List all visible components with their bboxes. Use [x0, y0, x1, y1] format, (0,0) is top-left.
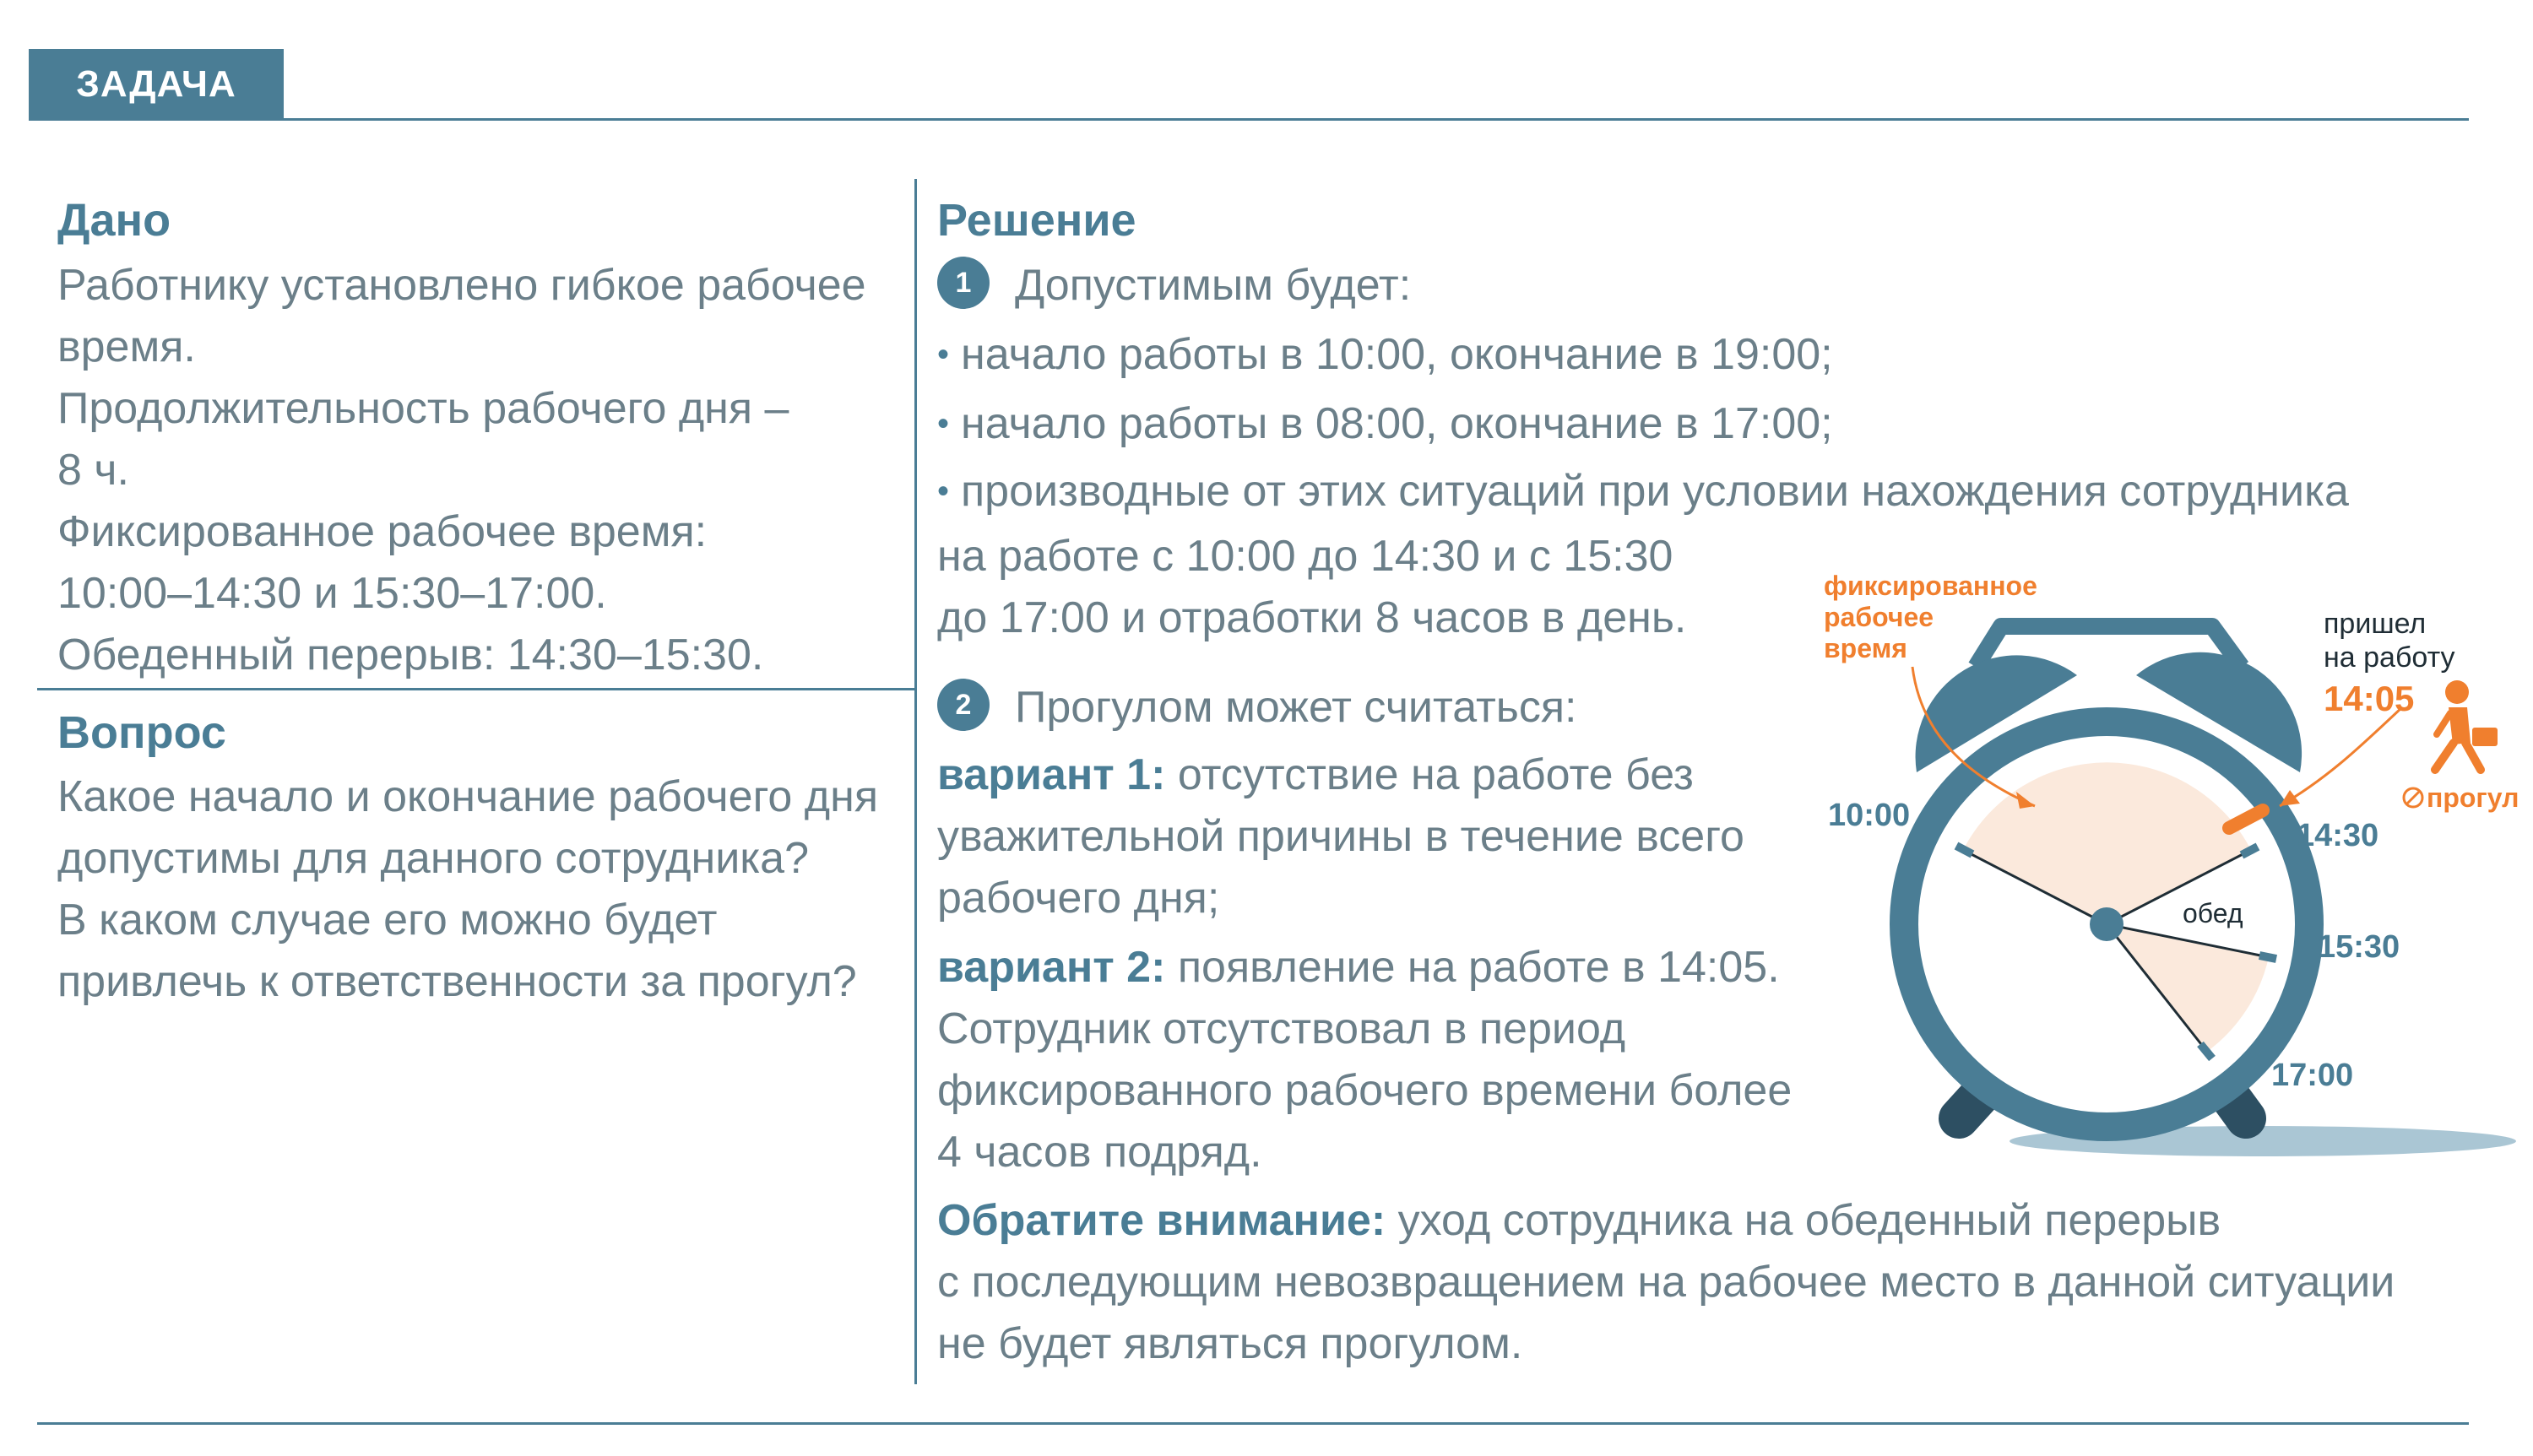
given-title: Дано — [57, 195, 171, 246]
step1-line: 1 Допустимым будет: — [937, 255, 1411, 317]
step1-badge: 1 — [937, 257, 990, 309]
question-title: Вопрос — [57, 707, 226, 758]
fixed-time-label-3: время — [1824, 633, 1907, 663]
time-1430: 14:30 — [2297, 818, 2379, 853]
step2-line: 2 Прогулом может считаться: — [937, 677, 1577, 739]
bullet-1: • начало работы в 10:00, окончание в 19:00; — [937, 330, 1833, 379]
arrived-label-2: на работу — [2324, 641, 2455, 674]
section-tag: ЗАДАЧА — [29, 49, 284, 120]
lunch-label: обед — [2183, 898, 2243, 928]
fixed-time-label-2: рабочее — [1824, 602, 1934, 632]
clock-center — [2090, 907, 2123, 941]
arrived-label-1: пришел — [2324, 608, 2427, 640]
attention-note: Обратите внимание: уход сотрудника на обеденный перерыв с последующим невозвращением на рабочее место в данной ситуации не будет являться прогулом. — [937, 1196, 2395, 1368]
bullet-3: • производные от этих ситуаций при условии нахождения сотрудника на работе с 10:00 до 14:30 и с 15:30 до 17:00 и отработки 8 часов в день. — [937, 467, 2349, 642]
variant-2: вариант 2: появление на работе в 14:05. Сотрудник отсутствовал в период фиксированного рабочего времени более 4 часов подряд. — [937, 943, 1793, 1177]
time-1700: 17:00 — [2271, 1058, 2354, 1093]
question-text: Какое начало и окончание рабочего дня допустимы для данного сотрудника? В каком случае его можно будет привлечь к ответственности за прогул? — [57, 772, 878, 1006]
absence-label: прогул — [2427, 782, 2519, 813]
given-text: Работнику установлено гибкое рабочее время. Продолжительность рабочего дня – 8 ч. Фиксированное рабочее время: 10:00–14:30 и 15:30–17:00. Обеденный перерыв: 14:30–15:30. — [57, 261, 866, 679]
arrived-time: 14:05 — [2324, 679, 2415, 718]
bullet-2: • начало работы в 08:00, окончание в 17:00; — [937, 399, 1833, 448]
time-1530: 15:30 — [2318, 929, 2400, 965]
time-1000: 10:00 — [1828, 798, 1911, 833]
walking-person-icon — [2435, 680, 2498, 770]
variant-1: вариант 1: отсутствие на работе без уважительной причины в течение всего рабочего дня; — [937, 750, 1744, 923]
fixed-time-label-1: фиксированное — [1824, 571, 2037, 601]
step2-badge: 2 — [937, 679, 990, 731]
tick-1530 — [2259, 955, 2276, 959]
solution-title: Решение — [937, 195, 1136, 246]
